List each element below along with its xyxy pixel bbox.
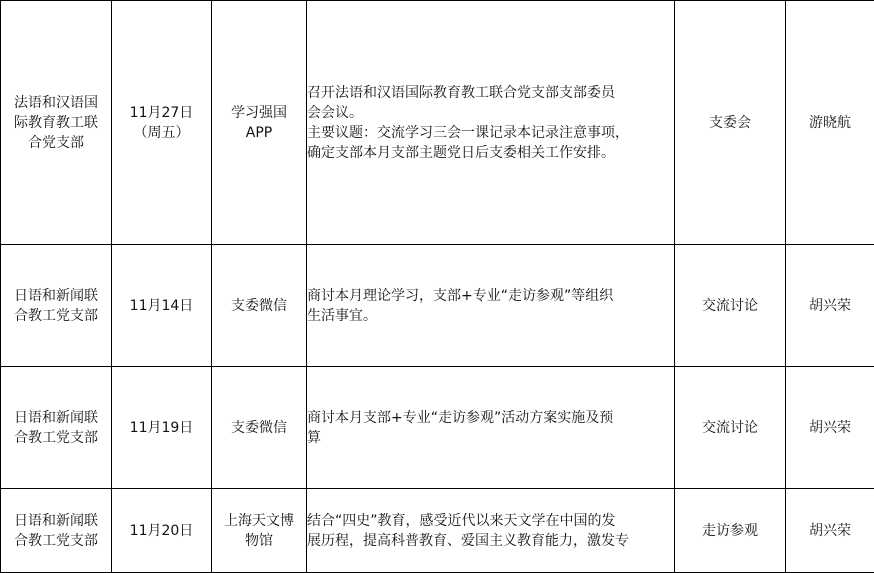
content-cell xyxy=(307,367,675,489)
branch-cell xyxy=(1,489,112,573)
content-line: 展历程，提高科普教育、爱国主义教育能力，激发专 xyxy=(307,531,674,551)
platform-line: 物馆 xyxy=(212,531,306,551)
table-row xyxy=(1,245,874,367)
date-line: （周五） xyxy=(112,123,211,143)
content-cell xyxy=(307,489,675,573)
content-line: 商讨本月理论学习，支部+专业“走访参观”等组织 xyxy=(307,286,674,306)
branch-name-line: 日语和新闻联 xyxy=(1,511,111,531)
form-cell: 交流讨论 xyxy=(675,367,786,489)
date-cell xyxy=(112,489,212,573)
branch-name-line: 法语和汉语国 xyxy=(1,93,111,113)
platform-cell xyxy=(212,1,307,245)
form-cell: 支委会 xyxy=(675,1,786,245)
date-line: 11月19日 xyxy=(112,418,211,438)
branch-cell xyxy=(1,245,112,367)
date-line: 11月27日 xyxy=(112,103,211,123)
branch-name-line: 际教育教工联 xyxy=(1,113,111,133)
branch-name-line: 合教工党支部 xyxy=(1,306,111,326)
branch-name-line: 日语和新闻联 xyxy=(1,408,111,428)
branch-name-line: 合教工党支部 xyxy=(1,428,111,448)
platform-line: 学习强国 xyxy=(212,103,306,123)
content-line: 会会议。 xyxy=(307,103,674,123)
content-line: 召开法语和汉语国际教育教工联合党支部支部委员 xyxy=(307,83,674,103)
date-cell xyxy=(112,367,212,489)
content-cell xyxy=(307,1,675,245)
date-cell xyxy=(112,245,212,367)
date-line: 11月14日 xyxy=(112,296,211,316)
content-line: 主要议题：交流学习三会一课记录本记录注意事项， xyxy=(307,123,674,143)
platform-cell xyxy=(212,245,307,367)
platform-cell xyxy=(212,367,307,489)
branch-name-line: 合党支部 xyxy=(1,133,111,153)
branch-cell xyxy=(1,1,112,245)
date-line: 11月20日 xyxy=(112,521,211,541)
person-cell: 胡兴荣 xyxy=(786,489,874,573)
branch-name-line: 合教工党支部 xyxy=(1,531,111,551)
table-row xyxy=(1,367,874,489)
content-line: 商讨本月支部+专业“走访参观”活动方案实施及预 xyxy=(307,408,674,428)
branch-cell xyxy=(1,367,112,489)
content-line: 生活事宜。 xyxy=(307,306,674,326)
person-cell: 胡兴荣 xyxy=(786,245,874,367)
content-line: 确定支部本月支部主题党日后支委相关工作安排。 xyxy=(307,143,674,163)
platform-line: APP xyxy=(212,123,306,143)
content-line: 算 xyxy=(307,428,674,448)
branch-name-line: 日语和新闻联 xyxy=(1,286,111,306)
date-cell xyxy=(112,1,212,245)
form-cell: 交流讨论 xyxy=(675,245,786,367)
content-line: 结合“四史”教育，感受近代以来天文学在中国的发 xyxy=(307,511,674,531)
person-cell: 游晓航 xyxy=(786,1,874,245)
form-cell: 走访参观 xyxy=(675,489,786,573)
platform-cell xyxy=(212,489,307,573)
content-cell xyxy=(307,245,675,367)
platform-line: 支委微信 xyxy=(212,296,306,316)
table-row xyxy=(1,1,874,245)
table-row xyxy=(1,489,874,573)
person-cell: 胡兴荣 xyxy=(786,367,874,489)
platform-line: 上海天文博 xyxy=(212,511,306,531)
platform-line: 支委微信 xyxy=(212,418,306,438)
